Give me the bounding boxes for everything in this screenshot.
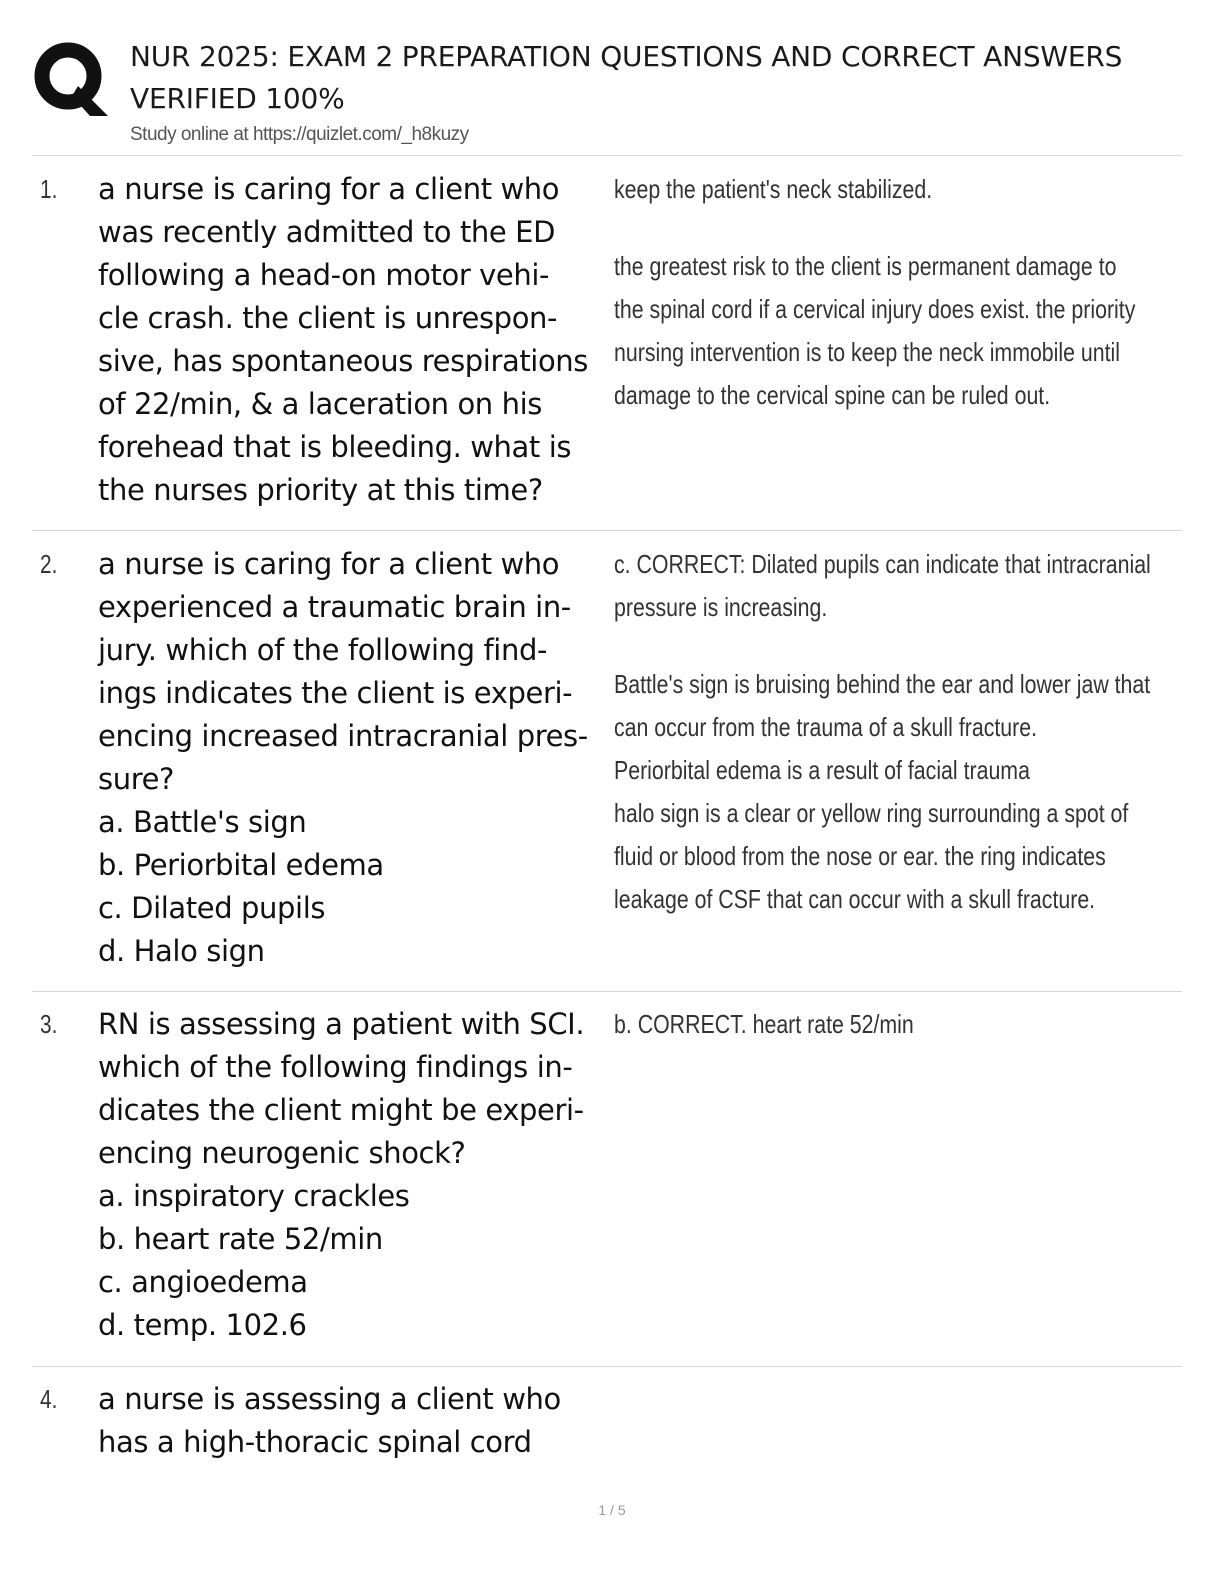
answer-text bbox=[614, 543, 1174, 921]
option-a: a. inspiratory crackles bbox=[98, 1179, 410, 1213]
answer-line: leakage of CSF that can occur with a skull fracture. bbox=[614, 884, 1096, 914]
flashcard-4 bbox=[32, 1378, 1182, 1478]
flashcard-3 bbox=[32, 1003, 1182, 1353]
question-text bbox=[98, 1378, 618, 1464]
answer-line: pressure is increasing. bbox=[614, 592, 828, 622]
question-line: RN is assessing a patient with SCI. bbox=[98, 1007, 585, 1041]
question-line: following a head-on motor vehi- bbox=[98, 258, 550, 292]
answer-line: halo sign is a clear or yellow ring surrounding a spot of bbox=[614, 798, 1129, 828]
answer-line: fluid or blood from the nose or ear. the ring indicates bbox=[614, 841, 1106, 871]
page-number: 1 / 5 bbox=[598, 1502, 626, 1518]
question-line: sive, has spontaneous respirations bbox=[98, 344, 588, 378]
question-line: forehead that is bleeding. what is bbox=[98, 430, 572, 464]
option-b: b. Periorbital edema bbox=[98, 848, 384, 882]
flashcard-1 bbox=[32, 168, 1182, 518]
card-number: 3. bbox=[40, 1009, 58, 1039]
divider bbox=[32, 1366, 1182, 1367]
study-online-link[interactable]: Study online at https://quizlet.com/_h8kuzy bbox=[130, 124, 469, 145]
question-line: experienced a traumatic brain in- bbox=[98, 590, 571, 624]
card-number: 4. bbox=[40, 1384, 58, 1414]
question-text bbox=[98, 168, 618, 512]
question-line: jury. which of the following find- bbox=[98, 633, 548, 667]
answer-line: Periorbital edema is a result of facial trauma bbox=[614, 755, 1030, 785]
title-line-2: VERIFIED 100% bbox=[130, 82, 345, 115]
answer-gap bbox=[614, 211, 1174, 245]
answer-line: the spinal cord if a cervical injury does exist. the priority bbox=[614, 294, 1136, 324]
answer-line: the greatest risk to the client is permanent damage to bbox=[614, 251, 1117, 281]
question-line: a nurse is caring for a client who bbox=[98, 547, 560, 581]
answer-gap bbox=[614, 629, 1174, 663]
option-a: a. Battle's sign bbox=[98, 805, 307, 839]
flashcard-2 bbox=[32, 543, 1182, 981]
answer-line: keep the patient's neck stabilized. bbox=[614, 174, 933, 204]
title-line-1: NUR 2025: EXAM 2 PREPARATION QUESTIONS AND CORRECT ANSWERS bbox=[130, 40, 1123, 73]
document-header bbox=[32, 30, 1192, 155]
option-d: d. Halo sign bbox=[98, 934, 265, 968]
option-d: d. temp. 102.6 bbox=[98, 1308, 307, 1342]
question-line: ings indicates the client is experi- bbox=[98, 676, 573, 710]
answer-line: can occur from the trauma of a skull fracture. bbox=[614, 712, 1038, 742]
answer-text bbox=[614, 1003, 1174, 1046]
question-line: cle crash. the client is unrespon- bbox=[98, 301, 558, 335]
document-title bbox=[130, 36, 1195, 120]
question-line: the nurses priority at this time? bbox=[98, 473, 543, 507]
answer-line: Battle's sign is bruising behind the ear and lower jaw that bbox=[614, 669, 1151, 699]
question-line: was recently admitted to the ED bbox=[98, 215, 556, 249]
option-c: c. angioedema bbox=[98, 1265, 308, 1299]
quizlet-q-logo-icon bbox=[32, 38, 110, 116]
question-text bbox=[98, 1003, 618, 1347]
answer-line: c. CORRECT: Dilated pupils can indicate that intracranial bbox=[614, 549, 1151, 579]
divider bbox=[32, 530, 1182, 531]
question-line: sure? bbox=[98, 762, 175, 796]
question-line: has a high-thoracic spinal cord bbox=[98, 1425, 532, 1459]
answer-line: b. CORRECT. heart rate 52/min bbox=[614, 1009, 914, 1039]
option-c: c. Dilated pupils bbox=[98, 891, 326, 925]
question-line: which of the following findings in- bbox=[98, 1050, 573, 1084]
option-b: b. heart rate 52/min bbox=[98, 1222, 383, 1256]
divider bbox=[32, 991, 1182, 992]
question-line: a nurse is caring for a client who bbox=[98, 172, 560, 206]
question-line: encing neurogenic shock? bbox=[98, 1136, 466, 1170]
answer-line: damage to the cervical spine can be ruled out. bbox=[614, 380, 1051, 410]
question-text bbox=[98, 543, 618, 973]
question-line: a nurse is assessing a client who bbox=[98, 1382, 561, 1416]
question-line: of 22/min, & a laceration on his bbox=[98, 387, 542, 421]
answer-text bbox=[614, 168, 1174, 417]
card-number: 2. bbox=[40, 549, 58, 579]
question-line: dicates the client might be experi- bbox=[98, 1093, 584, 1127]
question-line: encing increased intracranial pres- bbox=[98, 719, 588, 753]
answer-line: nursing intervention is to keep the neck immobile until bbox=[614, 337, 1121, 367]
divider bbox=[32, 155, 1182, 156]
card-number: 1. bbox=[40, 174, 58, 204]
